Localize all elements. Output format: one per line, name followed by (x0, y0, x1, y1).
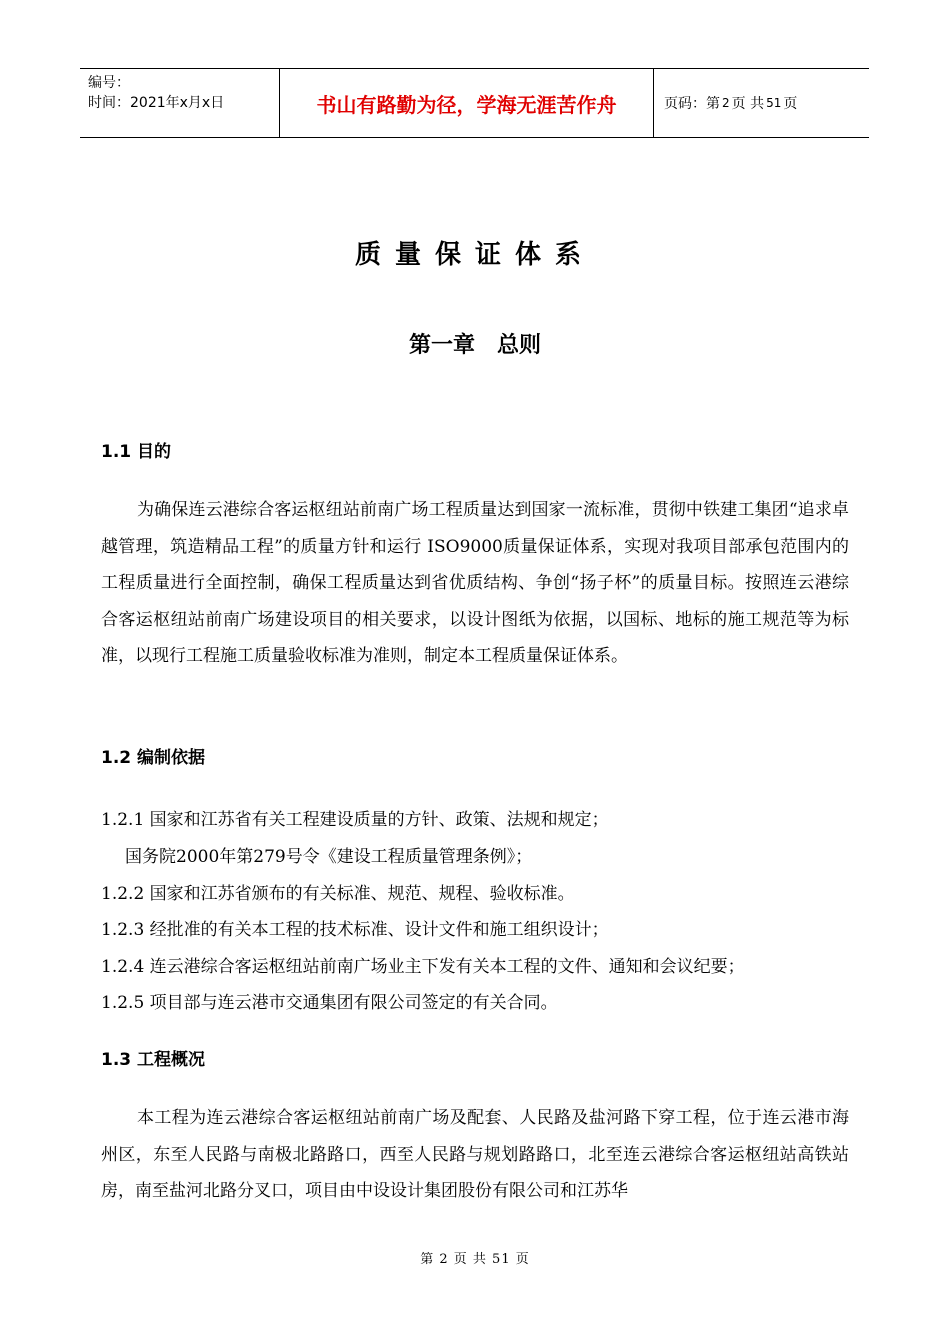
page-mid: 页 共 (731, 96, 765, 112)
time-text: 时间：2021年x月x日 (88, 95, 225, 111)
section-heading-1-1: 1.1 目的 (101, 442, 172, 462)
section-heading-1-2: 1.2 编制依据 (101, 748, 206, 768)
header-meta (80, 69, 280, 137)
basis-item: 1.2.1 国家和江苏省有关工程建设质量的方针、政策、法规和规定； (101, 810, 609, 830)
page-total: 51 (766, 96, 782, 110)
basis-item: 1.2.5 项目部与连云港市交通集团有限公司签定的有关合同。 (101, 993, 558, 1013)
chapter-heading: 第一章 总则 (408, 332, 541, 358)
page-suffix: 页 (783, 96, 798, 112)
document-title: 质量保证体系 (354, 240, 595, 270)
section-heading-1-3: 1.3 工程概况 (101, 1050, 206, 1070)
section-paragraph-1-3: 本工程为连云港综合客运枢纽站前南广场及配套、人民路及盐河路下穿工程，位于连云港市海州区，东至人民路与南极北路路口，西至人民路与规划路路口，北至连云港综合客运枢纽站高铁站房，南至盐河北路分叉口，项目由中设设计集团股份有限公司和江苏华 (101, 1108, 849, 1201)
page-prefix: 页码：第 (664, 96, 720, 112)
page-footer: 第 2 页 共 51 页 (420, 1252, 530, 1267)
section-paragraph-1-1: 为确保连云港综合客运枢纽站前南广场工程质量达到国家一流标准，贯彻中铁建工集团“追求卓越管理，筑造精品工程”的质量方针和运行 ISO9000质量保证体系，实现对我项目部承包范围内的工程质量进行全面控制，确保工程质量达到省优质结构、争创“扬子杯”的质量目标。按照连云港综合客运枢纽站前南广场建设项目的相关要求，以设计图纸为依据，以国标、地标的施工规范等为标准，以现行工程施工质量验收标准为准则，制定本工程质量保证体系。 (101, 500, 849, 666)
basis-item: 1.2.2 国家和江苏省颁布的有关标准、规范、规程、验收标准。 (101, 884, 575, 904)
basis-item: 国务院2000年第279号令《建设工程质量管理条例》； (125, 847, 533, 867)
header-page-info (654, 69, 869, 137)
code-label: 编号： (88, 75, 130, 91)
basis-item: 1.2.3 经批准的有关本工程的技术标准、设计文件和施工组织设计； (101, 920, 609, 940)
basis-item: 1.2.4 连云港综合客运枢纽站前南广场业主下发有关本工程的文件、通知和会议纪要； (101, 957, 745, 977)
page-current: 2 (722, 96, 730, 110)
page-header (80, 68, 869, 138)
header-motto: 书山有路勤为径，学海无涯苦作舟 (280, 69, 654, 137)
